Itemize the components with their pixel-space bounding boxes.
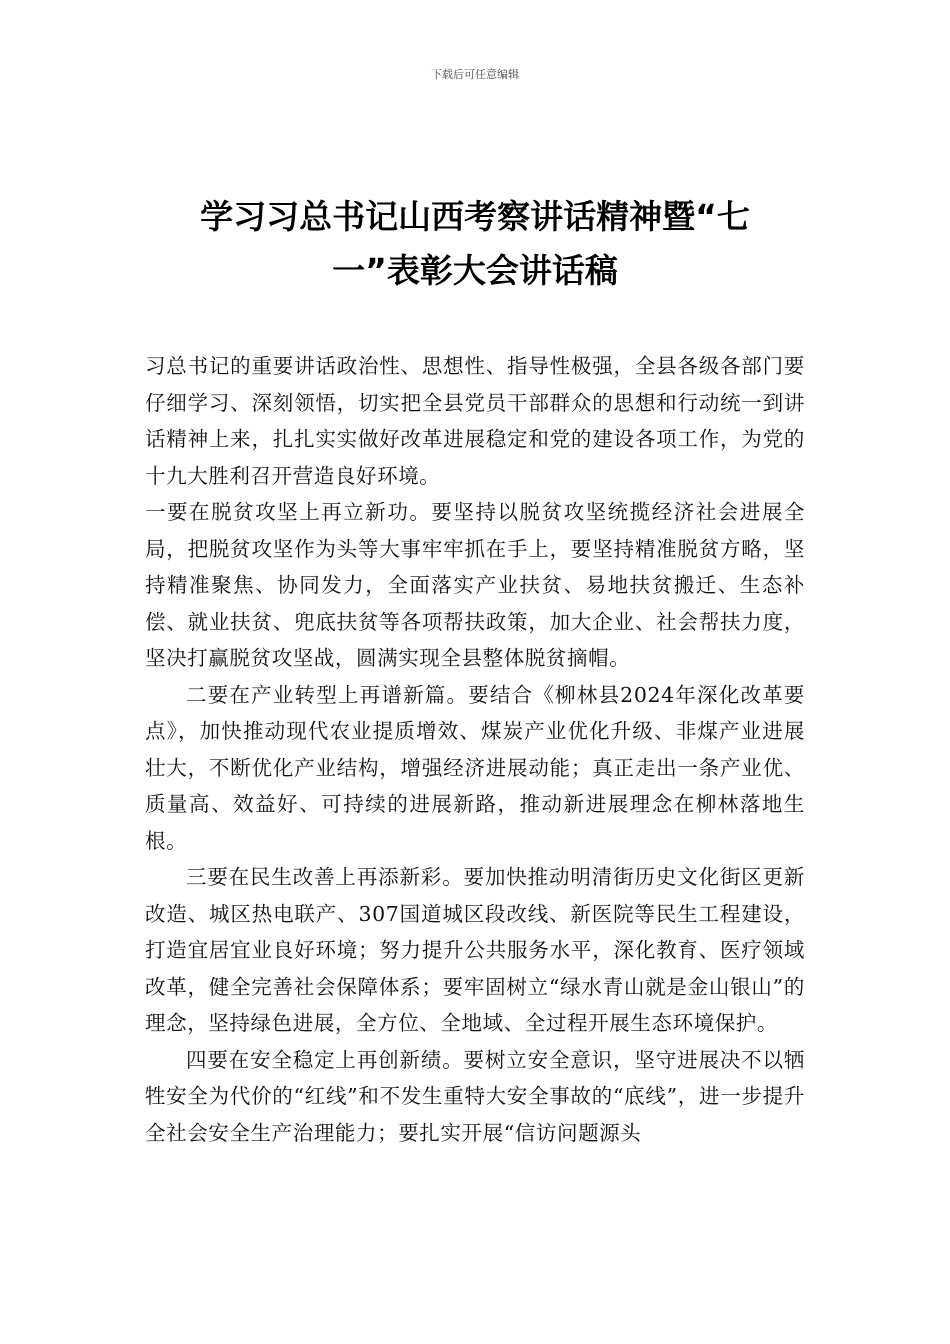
paragraph-intro: 习总书记的重要讲话政治性、思想性、指导性极强，全县各级各部门要仔细学习、深刻领悟，切实把全县党员干部群众的思想和行动统一到讲话精神上来，扎扎实实做好改革进展稳定和党的建设各项工作，为党的十九大胜利召开营造良好环境。 bbox=[145, 354, 805, 488]
document-title bbox=[100, 190, 850, 298]
paragraph-poverty: 一要在脱贫攻坚上再立新功。要坚持以脱贫攻坚统揽经济社会进展全局，把脱贫攻坚作为头等大事牢牢抓在手上，要坚持精准脱贫方略，坚持精准聚焦、协同发力，全面落实产业扶贫、易地扶贫搬迁、生态补偿、就业扶贫、兜底扶贫等各项帮扶政策，加大企业、社会帮扶力度，坚决打赢脱贫攻坚战，圆满实现全县整体脱贫摘帽。 bbox=[145, 500, 805, 670]
paragraph-industry: 二要在产业转型上再谱新篇。要结合《柳林县2024年深化改革要点》，加快推动现代农业提质增效、煤炭产业优化升级、非煤产业进展壮大，不断优化产业结构，增强经济进展动能；真正走出一条产业优、质量高、效益好、可持续的进展新路，推动新进展理念在柳林落地生根。 bbox=[145, 682, 805, 853]
paragraph-safety: 四要在安全稳定上再创新绩。要树立安全意识，坚守进展决不以牺牲安全为代价的“红线”和不发生重特大安全事故的“底线”，进一步提升全社会安全生产治理能力；要扎实开展“信访问题源头 bbox=[145, 1047, 805, 1145]
document-title-line-1: 学习习总书记山西考察讲话精神暨“七 bbox=[200, 197, 750, 236]
paragraph-livelihood: 三要在民生改善上再添新彩。要加快推动明清街历史文化街区更新改造、城区热电联产、307国道城区段改线、新医院等民生工程建设，打造宜居宜业良好环境；努力提升公共服务水平，深化教育、医疗领域改革，健全完善社会保障体系；要牢固树立“绿水青山就是金山银山”的理念，坚持绿色进展，全方位、全地域、全过程开展生态环境保护。 bbox=[145, 865, 805, 1035]
document-title-line-2: 一”表彰大会讲话稿 bbox=[332, 251, 618, 290]
header-note: 下载后可任意编辑 bbox=[431, 68, 519, 81]
document-body bbox=[145, 348, 805, 1151]
